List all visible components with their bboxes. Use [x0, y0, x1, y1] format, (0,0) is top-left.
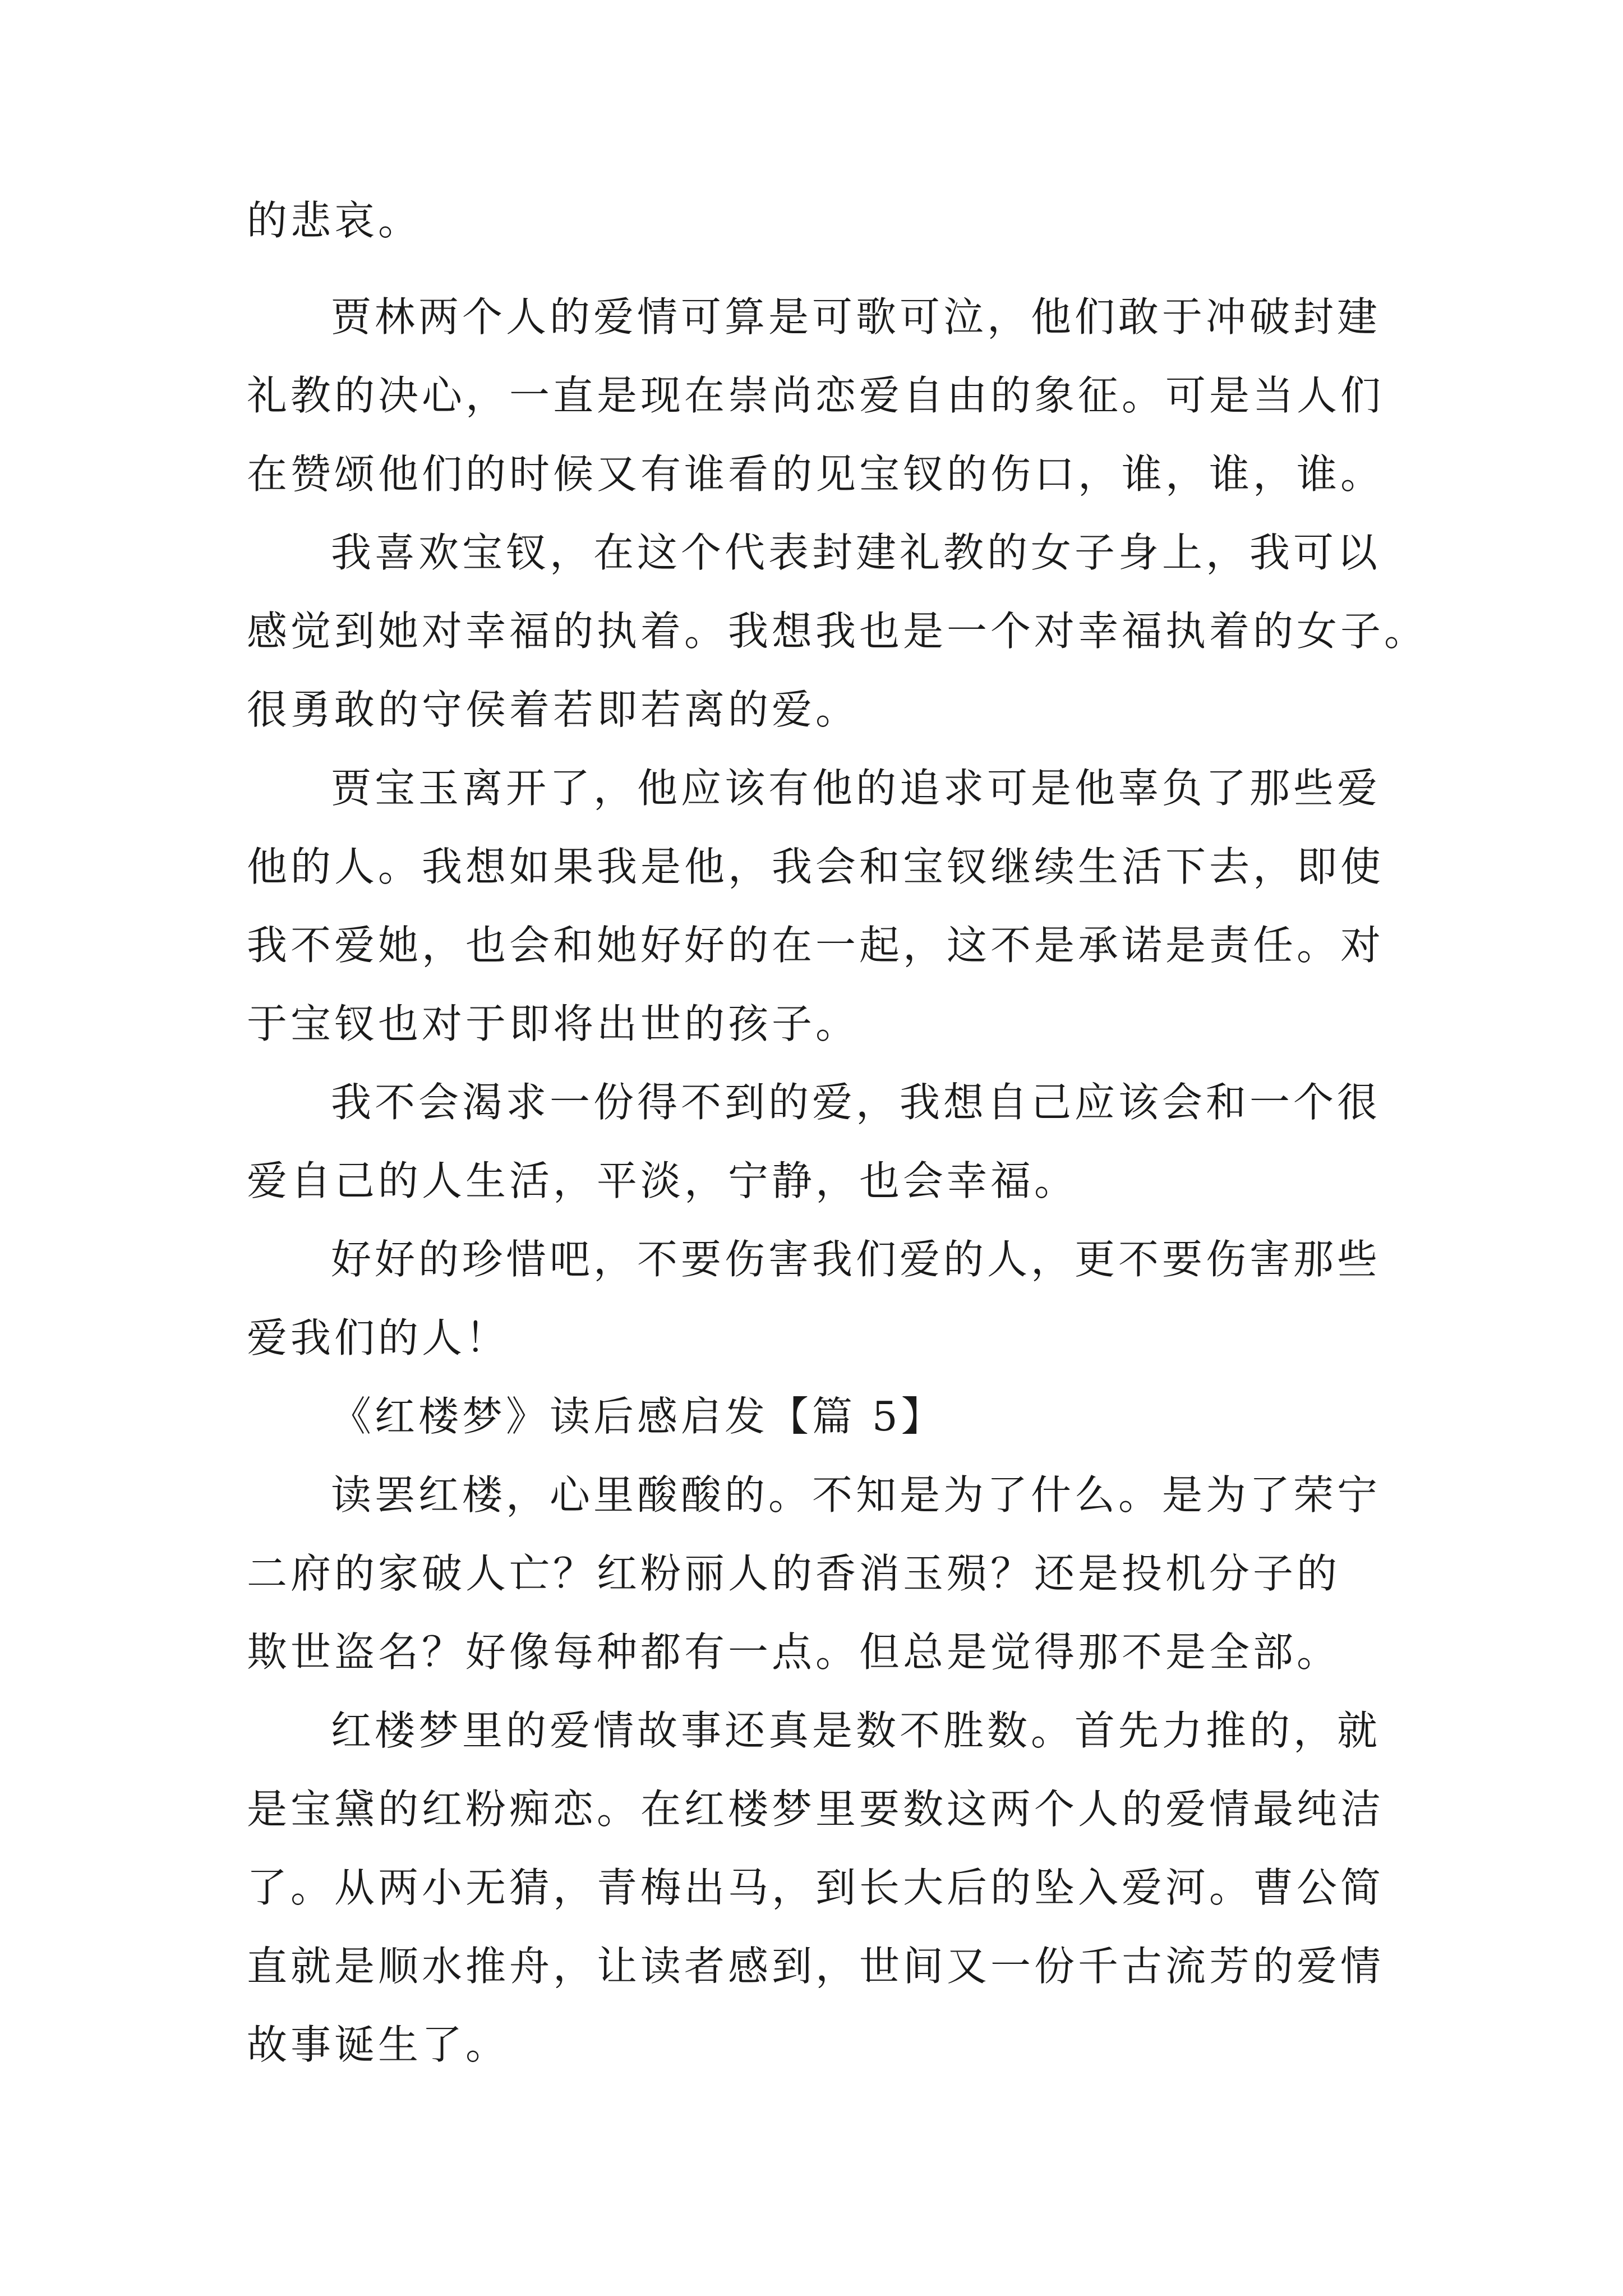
text-line: 于宝钗也对于即将出世的孩子。 [247, 1000, 860, 1047]
paragraph-start-line: 好好的珍惜吧，不要伤害我们爱的人，更不要伤害那些 [331, 1236, 1381, 1283]
text-line: 感觉到她对幸福的执着。我想我也是一个对幸福执着的女子。 [247, 608, 1428, 655]
text-line: 直就是顺水推舟，让读者感到，世间又一份千古流芳的爱情 [247, 1943, 1385, 1990]
text-line: 欺世盗名？好像每种都有一点。但总是觉得那不是全部。 [247, 1628, 1341, 1676]
text-line: 的悲哀。 [247, 197, 422, 244]
text-line: 他的人。我想如果我是他，我会和宝钗继续生活下去，即使 [247, 843, 1385, 890]
paragraph-start-line: 贾林两个人的爱情可算是可歌可泣，他们敢于冲破封建 [331, 293, 1381, 341]
text-line: 我不爱她，也会和她好好的在一起，这不是承诺是责任。对 [247, 922, 1385, 969]
paragraph-start-line: 贾宝玉离开了，他应该有他的追求可是他辜负了那些爱 [331, 765, 1381, 812]
text-line: 礼教的决心，一直是现在崇尚恋爱自由的象征。可是当人们 [247, 372, 1385, 419]
paragraph-start-line: 红楼梦里的爱情故事还真是数不胜数。首先力推的，就 [331, 1707, 1381, 1754]
text-line: 是宝黛的红粉痴恋。在红楼梦里要数这两个人的爱情最纯洁 [247, 1786, 1385, 1833]
text-line: 故事诞生了。 [247, 2021, 510, 2068]
text-line: 了。从两小无猜，青梅出马，到长大后的坠入爱河。曹公简 [247, 1864, 1385, 1911]
paragraph-start-line: 我喜欢宝钗，在这个代表封建礼教的女子身上，我可以 [331, 529, 1381, 576]
text-line: 二府的家破人亡？红粉丽人的香消玉殒？还是投机分子的 [247, 1550, 1341, 1597]
text-line: 爱自己的人生活，平淡，宁静，也会幸福。 [247, 1157, 1078, 1204]
section-heading: 《红楼梦》读后感启发【篇 5】 [331, 1393, 945, 1440]
text-line: 很勇敢的守侯着若即若离的爱。 [247, 686, 860, 733]
paragraph-start-line: 读罢红楼，心里酸酸的。不知是为了什么。是为了荣宁 [331, 1471, 1381, 1519]
paragraph-start-line: 我不会渴求一份得不到的爱，我想自己应该会和一个很 [331, 1079, 1381, 1126]
text-line: 爱我们的人！ [247, 1314, 510, 1361]
text-line: 在赞颂他们的时候又有谁看的见宝钗的伤口，谁，谁，谁。 [247, 450, 1385, 498]
